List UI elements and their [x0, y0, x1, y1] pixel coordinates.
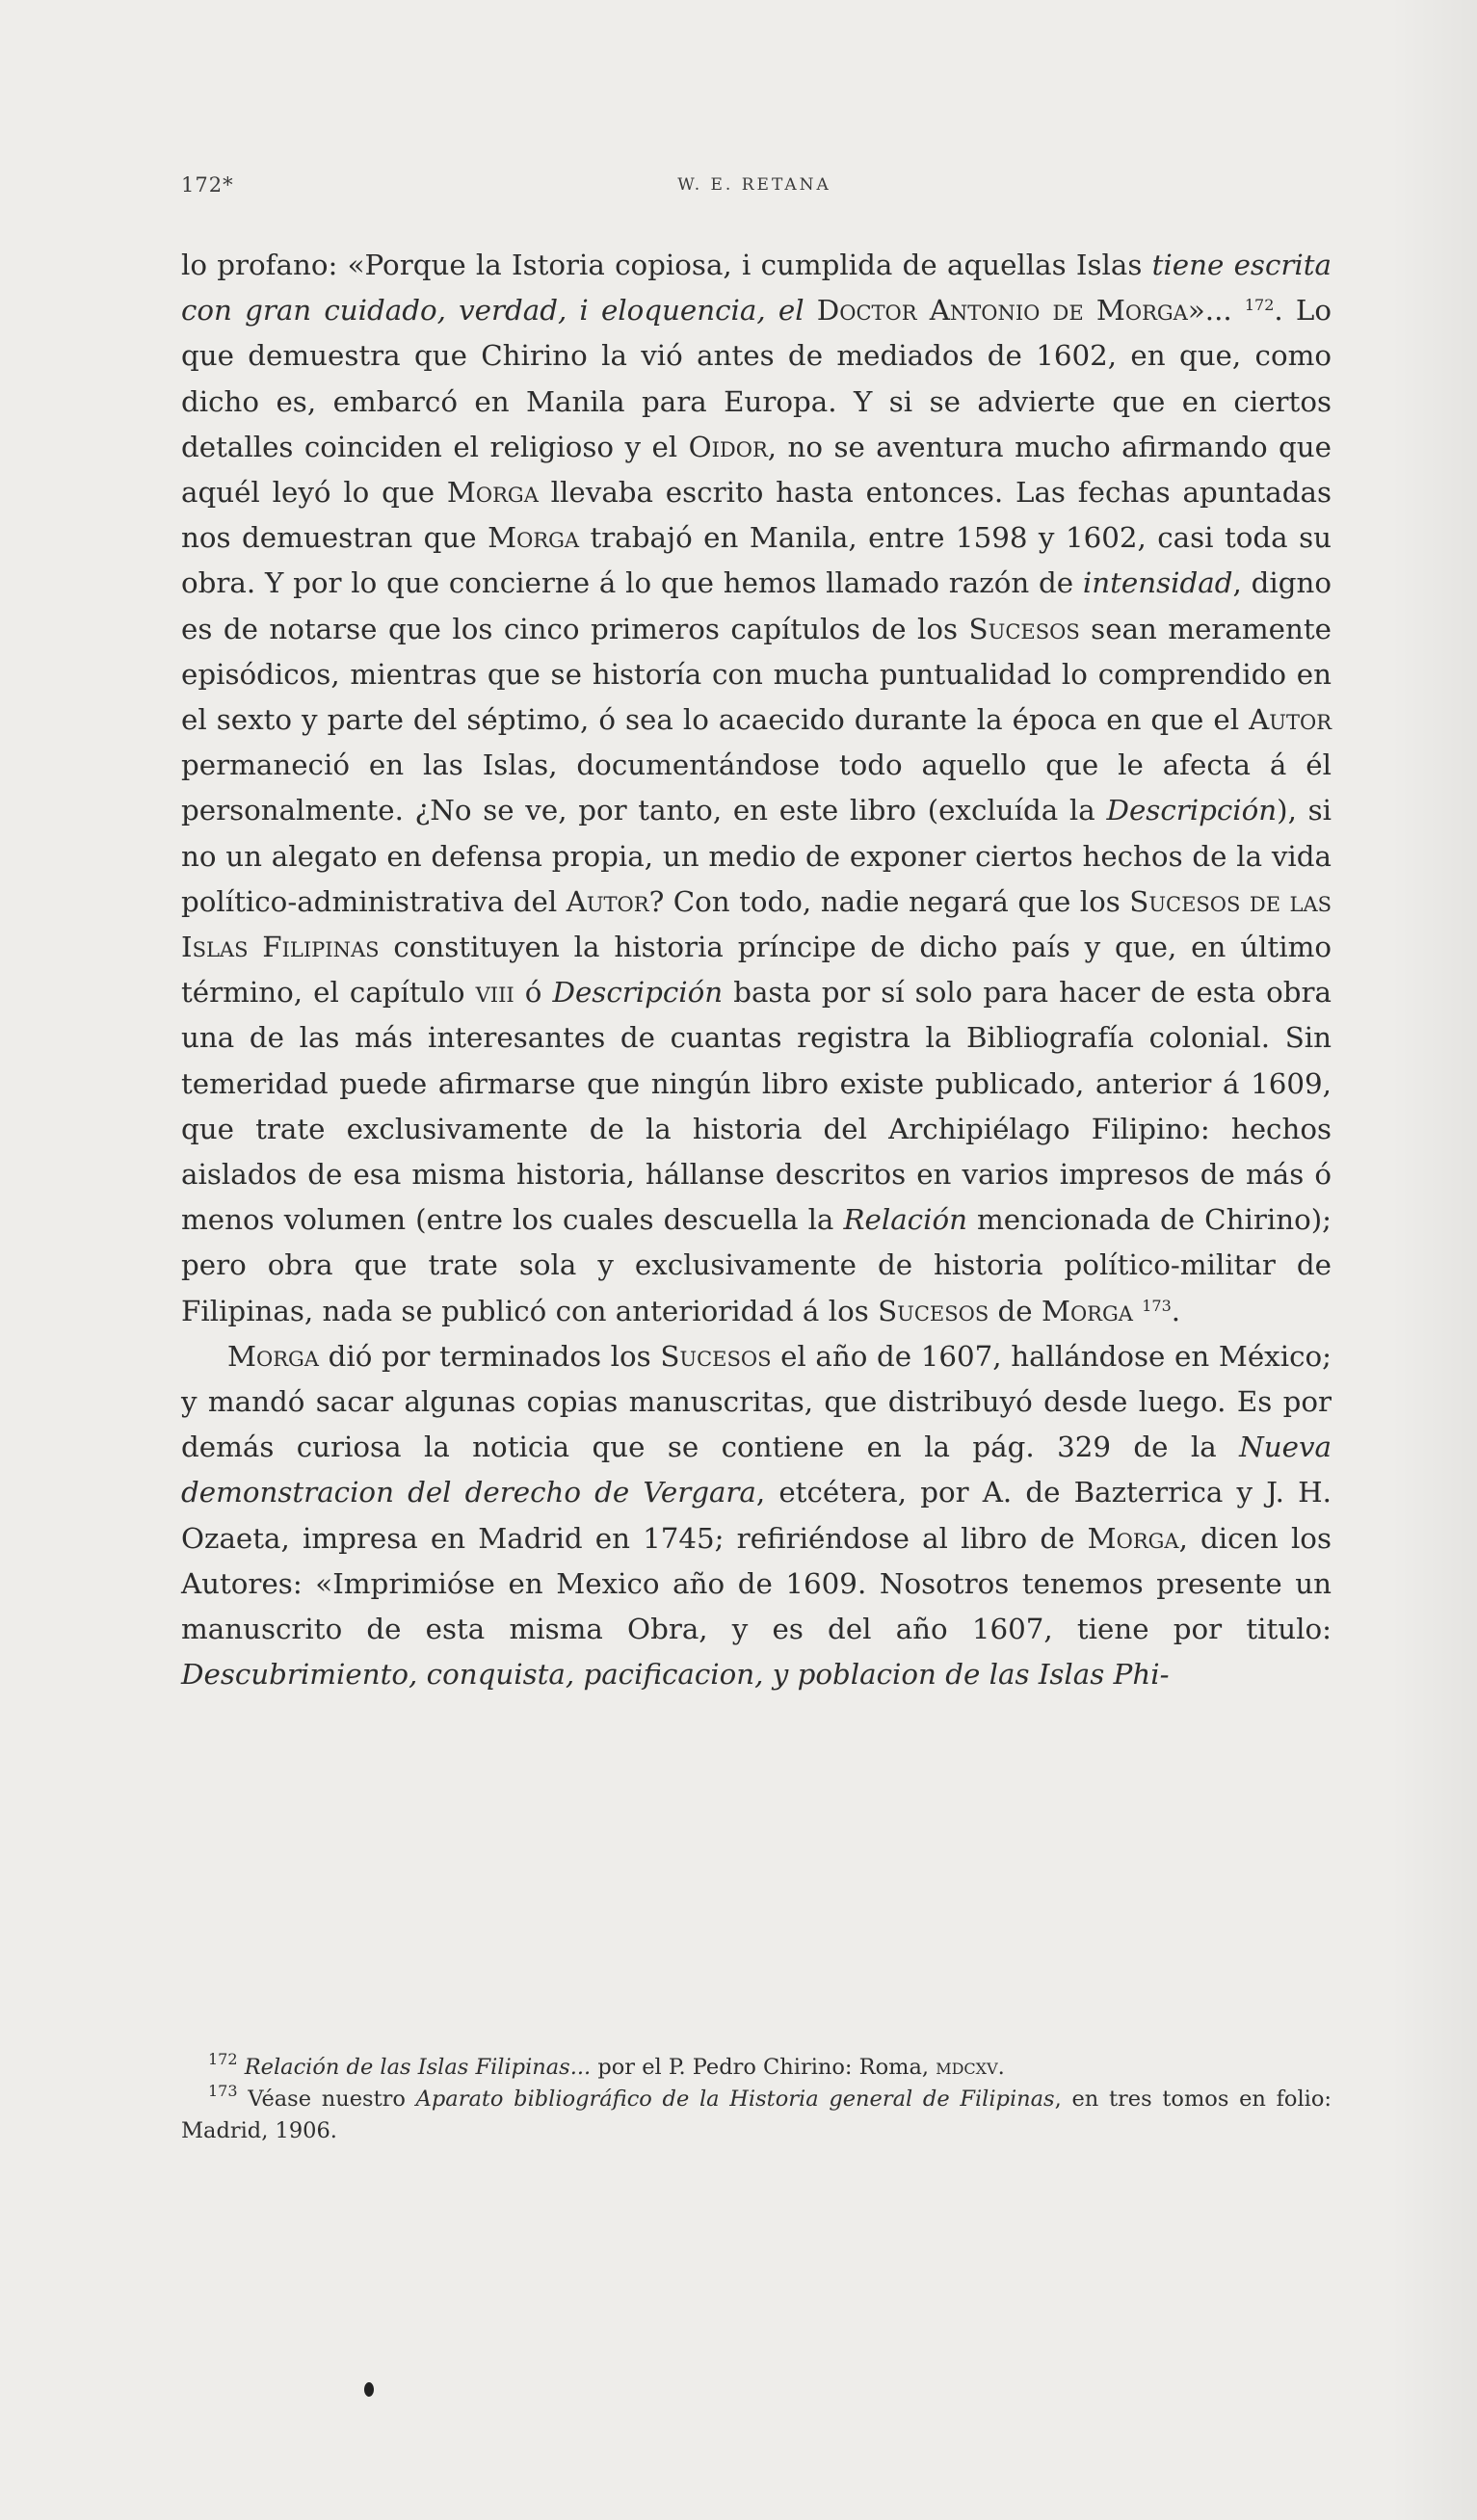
body-text	[181, 243, 1332, 1698]
text-run: dió por terminados los	[318, 1339, 661, 1373]
italic-title: Aparato bibliográfico de la Historia general de Filipinas	[415, 2087, 1055, 2112]
text-run: lo profano: «Porque la Istoria copiosa, i cumplida de aquellas Islas	[181, 249, 1152, 281]
smallcaps-term: Morga	[1087, 1521, 1179, 1555]
smallcaps-term: Oidor	[688, 430, 768, 463]
italic-title: Relación de las Islas Filipinas...	[244, 2055, 592, 2080]
text-run: ? Con todo, nadie negará que los	[648, 884, 1130, 918]
italic-term: Descripción	[1106, 794, 1278, 827]
paragraph-2	[181, 1334, 1332, 1698]
text-run: basta por sí solo para hacer de esta obra una de las más interesantes de cuantas registra la Bibliografía colonial. Sin temeridad puede afirmarse que ningún libro existe publicado, anterior á 1609, que trate exclusivamente de la historia del Archipiélago Filipino: hechos aislados de esa misma historia, hállanse descritos en varios impresos de más ó menos volumen (entre los cuales descuella la	[181, 976, 1332, 1237]
page-header	[181, 173, 1328, 212]
book-title: Sucesos de las Islas Filipinas	[181, 884, 1332, 964]
footnote-number: 173	[208, 2082, 238, 2100]
footnote-173	[181, 2084, 1332, 2147]
text-run: , no se aventura mucho afirmando que aquél leyó lo que	[181, 430, 1332, 510]
quote-italic: tiene escrita con gran cuidado, verdad, i eloquencia, el	[181, 249, 1332, 328]
smallcaps-term: Sucesos	[660, 1339, 772, 1373]
smallcaps-term: Morga	[1041, 1294, 1133, 1327]
roman-numeral: viii	[475, 976, 514, 1010]
author-name: Doctor Antonio de Morga	[816, 294, 1188, 328]
text-run: de	[989, 1294, 1042, 1327]
text-run: ), si no un alegato en defensa propia, un medio de exponer ciertos hechos de la vida político-administrativa del	[181, 794, 1332, 918]
text-run: llevaba escrito hasta entonces. Las fechas apuntadas nos demuestran que	[181, 476, 1332, 555]
italic-term: Relación	[843, 1203, 967, 1237]
ink-mark	[364, 2382, 374, 2397]
text-run: el año de 1607, hallándose en México; y mandó sacar algunas copias manuscritas, que distribuyó desde luego. Es por demás curiosa la noticia que se contiene en la pág. 329 de la	[181, 1339, 1332, 1464]
paragraph-1	[181, 243, 1332, 1334]
footnote-ref-172[interactable]: 172	[1244, 296, 1275, 315]
text-run: mencionada de Chirino); pero obra que trate sola y exclusivamente de historia político-militar de Filipinas, nada se publicó con anterioridad á los	[181, 1203, 1332, 1327]
text-run: , etcétera, por A. de Bazterrica y J. H. Ozaeta, impresa en Madrid en 1745; refiriéndose al libro de	[181, 1476, 1332, 1555]
text-run: , digno es de notarse que los cinco primeros capítulos de los	[181, 566, 1332, 645]
text-run: permaneció en las Islas, documentándose todo aquello que le afecta á él personalmente. ¿No se ve, por tanto, en este libro (excluída la	[181, 748, 1332, 827]
text-run	[804, 294, 817, 327]
footnote-172	[181, 2052, 1332, 2084]
text-run: sean meramente episódicos, mientras que se historía con mucha puntualidad lo comprendido en el sexto y parte del séptimo, ó sea lo acaecido durante la época en que el	[181, 612, 1332, 737]
smallcaps-term: Sucesos	[878, 1294, 989, 1327]
smallcaps-term: Morga	[446, 476, 539, 510]
text-run: por el P. Pedro Chirino: Roma,	[591, 2055, 936, 2080]
text-run: ó	[514, 976, 553, 1010]
footnote-ref-173[interactable]: 173	[1142, 1296, 1172, 1315]
text-run: trabajó en Manila, entre 1598 y 1602, casi toda su obra. Y por lo que concierne á lo que hemos llamado razón de	[181, 521, 1332, 600]
text-run: , en tres tomos en folio: Madrid, 1906.	[181, 2087, 1332, 2143]
italic-term: Descripción	[552, 976, 724, 1010]
text-run: »...	[1187, 294, 1245, 328]
smallcaps-term: Autor	[1249, 703, 1332, 737]
text-run	[1133, 1295, 1142, 1327]
smallcaps-term: Morga	[227, 1339, 319, 1373]
italic-title: Descubrimiento, conquista, pacificacion, y poblacion de las Islas Phi-	[181, 1658, 1170, 1692]
text-run: constituyen la historia príncipe de dicho país y que, en último término, el capítulo	[181, 931, 1332, 1010]
smallcaps-term: Morga	[488, 521, 580, 555]
smallcaps-term: Sucesos	[968, 612, 1080, 645]
text-run: , dicen los Autores: «Imprimióse en Mexico año de 1609. Nosotros tenemos presente un manuscrito de esta misma Obra, y es del año 1607, tiene por titulo:	[181, 1521, 1332, 1646]
text-run: .	[1171, 1294, 1181, 1327]
text-run: . Lo que demuestra que Chirino la vió antes de mediados de 1602, en que, como dicho es, embarcó en Manila para Europa. Y si se advierte que en ciertos detalles coinciden el religioso y el	[181, 294, 1332, 463]
running-head: W. E. RETANA	[677, 175, 831, 195]
footnote-number: 172	[208, 2050, 238, 2068]
italic-title: Nueva demonstracion del derecho de Vergara	[181, 1431, 1332, 1509]
smallcaps-term: Autor	[566, 884, 649, 918]
footnotes	[181, 2052, 1332, 2147]
italic-term: intensidad	[1082, 566, 1233, 600]
page-number: 172*	[181, 173, 234, 197]
roman-numeral: mdcxv.	[936, 2055, 1005, 2080]
text-run: Véase nuestro	[237, 2087, 416, 2112]
page-edge-shadow	[1390, 0, 1477, 2520]
